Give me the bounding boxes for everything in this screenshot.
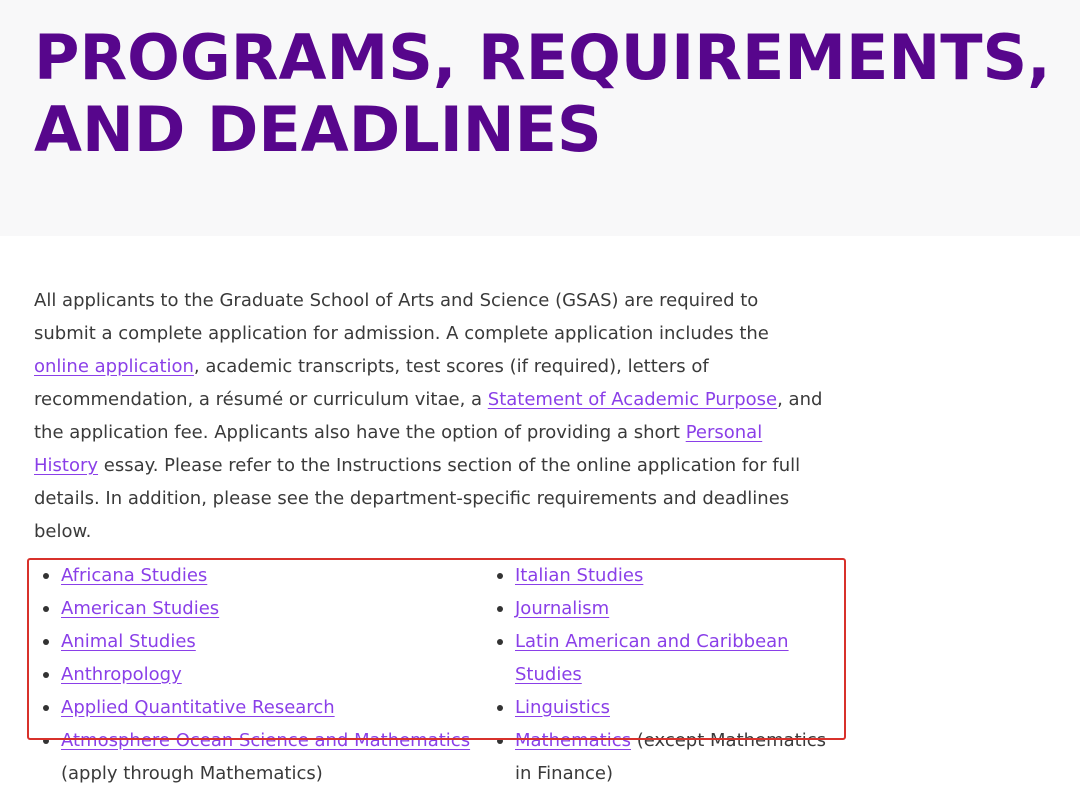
list-item — [488, 592, 848, 625]
personal-history-link[interactable]: Personal History — [34, 422, 763, 476]
page-title — [34, 22, 1080, 166]
page-title-line-1: PROGRAMS, REQUIREMENTS, — [34, 21, 1051, 94]
list-item — [34, 658, 474, 691]
program-link-africana-studies[interactable]: Africana Studies — [61, 565, 208, 586]
program-lists — [34, 559, 848, 799]
list-item — [34, 559, 474, 592]
program-link-american-studies[interactable]: American Studies — [61, 598, 220, 619]
program-note: (except Mathematics in Finance) — [515, 730, 827, 784]
intro-paragraph — [34, 284, 824, 548]
intro-text-4: essay. Please refer to the Instructions section of the online application for full details. In addition, please see the department-specific requirements and deadlines below. — [34, 455, 801, 542]
program-link-italian-studies[interactable]: Italian Studies — [515, 565, 644, 586]
program-list-left — [34, 559, 474, 790]
list-item — [488, 559, 848, 592]
list-item — [488, 625, 848, 691]
intro-text-2: , academic transcripts, test scores (if required), letters of recommendation, a résumé or curriculum vitae, a — [34, 356, 709, 410]
list-item — [34, 592, 474, 625]
program-list-right — [488, 559, 848, 790]
intro-text-1: All applicants to the Graduate School of Arts and Science (GSAS) are required to submit a complete application for admission. A complete application includes the — [34, 290, 769, 344]
page-title-line-2: AND DEADLINES — [34, 93, 602, 166]
program-note: (apply through Mathematics) — [61, 763, 323, 784]
program-link-mathematics[interactable]: Mathematics — [515, 730, 631, 751]
program-link-atmosphere-ocean-science[interactable]: Atmosphere Ocean Science and Mathematics — [61, 730, 471, 751]
intro-text-3: , and the application fee. Applicants also have the option of providing a short — [34, 389, 823, 443]
statement-of-academic-purpose-link[interactable]: Statement of Academic Purpose — [487, 389, 778, 410]
list-item — [488, 691, 848, 724]
list-item — [34, 691, 474, 724]
program-link-journalism[interactable]: Journalism — [515, 598, 610, 619]
list-item — [34, 625, 474, 658]
program-link-applied-quantitative-research[interactable]: Applied Quantitative Research — [61, 697, 335, 718]
program-link-animal-studies[interactable]: Animal Studies — [61, 631, 196, 652]
list-item — [488, 724, 848, 790]
program-link-anthropology[interactable]: Anthropology — [61, 664, 182, 685]
online-application-link[interactable]: online application — [34, 356, 194, 377]
program-link-linguistics[interactable]: Linguistics — [515, 697, 610, 718]
list-item — [34, 724, 474, 790]
program-link-latin-american-caribbean-studies[interactable]: Latin American and Caribbean Studies — [515, 631, 789, 685]
page-header — [0, 0, 1080, 236]
